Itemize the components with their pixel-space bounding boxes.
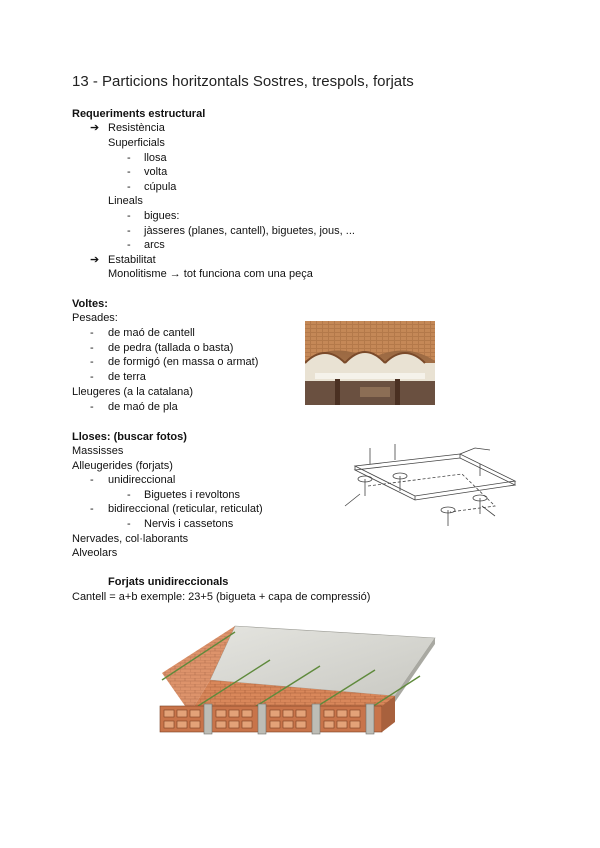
- item-alveolars: Alveolars: [72, 547, 118, 559]
- item-estabilitat: Estabilitat: [108, 254, 156, 266]
- dash: -: [127, 210, 131, 222]
- dash: -: [127, 181, 131, 193]
- list-item: de formigó (en massa o armat): [108, 356, 259, 368]
- dash: -: [90, 371, 94, 383]
- list-item: jàsseres (planes, cantell), biguetes, jous, ...: [144, 225, 355, 237]
- item-bidireccional: bidireccional (reticular, reticulat): [108, 503, 263, 515]
- slab-diagram: [330, 436, 530, 536]
- dash: -: [127, 166, 131, 178]
- vault-photo: [305, 321, 435, 405]
- page-title: 13 - Particions horitzontals Sostres, trespols, forjats: [72, 73, 414, 90]
- list-item: de maó de pla: [108, 401, 178, 413]
- item-monolitisme: Monolitisme → tot funciona com una peça: [108, 268, 313, 280]
- dash: -: [90, 342, 94, 354]
- list-item: volta: [144, 166, 168, 178]
- item-resistencia: Resistència: [108, 122, 165, 134]
- list-item: de maó de cantell: [108, 327, 195, 339]
- item-superficials: Superficials: [108, 137, 165, 149]
- joist-slab-illustration: [150, 618, 450, 748]
- item-lleugeres: Lleugeres (a la catalana): [72, 386, 194, 398]
- item-nervis: Nervis i cassetons: [144, 518, 234, 530]
- list-item: de terra: [108, 371, 146, 383]
- dash: -: [127, 489, 131, 501]
- dash: -: [127, 225, 131, 237]
- dash: -: [127, 518, 131, 530]
- item-lineals: Lineals: [108, 195, 143, 207]
- section-heading-forjats: Forjats unidireccionals: [108, 576, 229, 588]
- dash: -: [90, 401, 94, 413]
- item-pesades: Pesades:: [72, 312, 118, 324]
- dash: -: [90, 503, 94, 515]
- list-item: de pedra (tallada o basta): [108, 342, 234, 354]
- section-heading-requeriments: Requeriments estructural: [72, 108, 206, 120]
- item-biguetes: Biguetes i revoltons: [144, 489, 240, 501]
- list-item: arcs: [144, 239, 165, 251]
- section-heading-lloses: Lloses: (buscar fotos): [72, 431, 187, 443]
- dash: -: [127, 152, 131, 164]
- list-item: llosa: [144, 152, 167, 164]
- dash: -: [90, 327, 94, 339]
- item-alleugerides: Alleugerides (forjats): [72, 460, 173, 472]
- bullet-arrow: ➔: [90, 254, 100, 266]
- item-cantell: Cantell = a+b exemple: 23+5 (bigueta + capa de compressió): [72, 591, 371, 603]
- dash: -: [127, 239, 131, 251]
- dash: -: [90, 474, 94, 486]
- item-unidireccional: unidireccional: [108, 474, 176, 486]
- dash: -: [90, 356, 94, 368]
- list-item: bigues:: [144, 210, 180, 222]
- item-nervades: Nervades, col·laborants: [72, 533, 189, 545]
- bullet-arrow: ➔: [90, 122, 100, 134]
- item-massisses: Massisses: [72, 445, 124, 457]
- section-heading-voltes: Voltes:: [72, 298, 108, 310]
- list-item: cúpula: [144, 181, 177, 193]
